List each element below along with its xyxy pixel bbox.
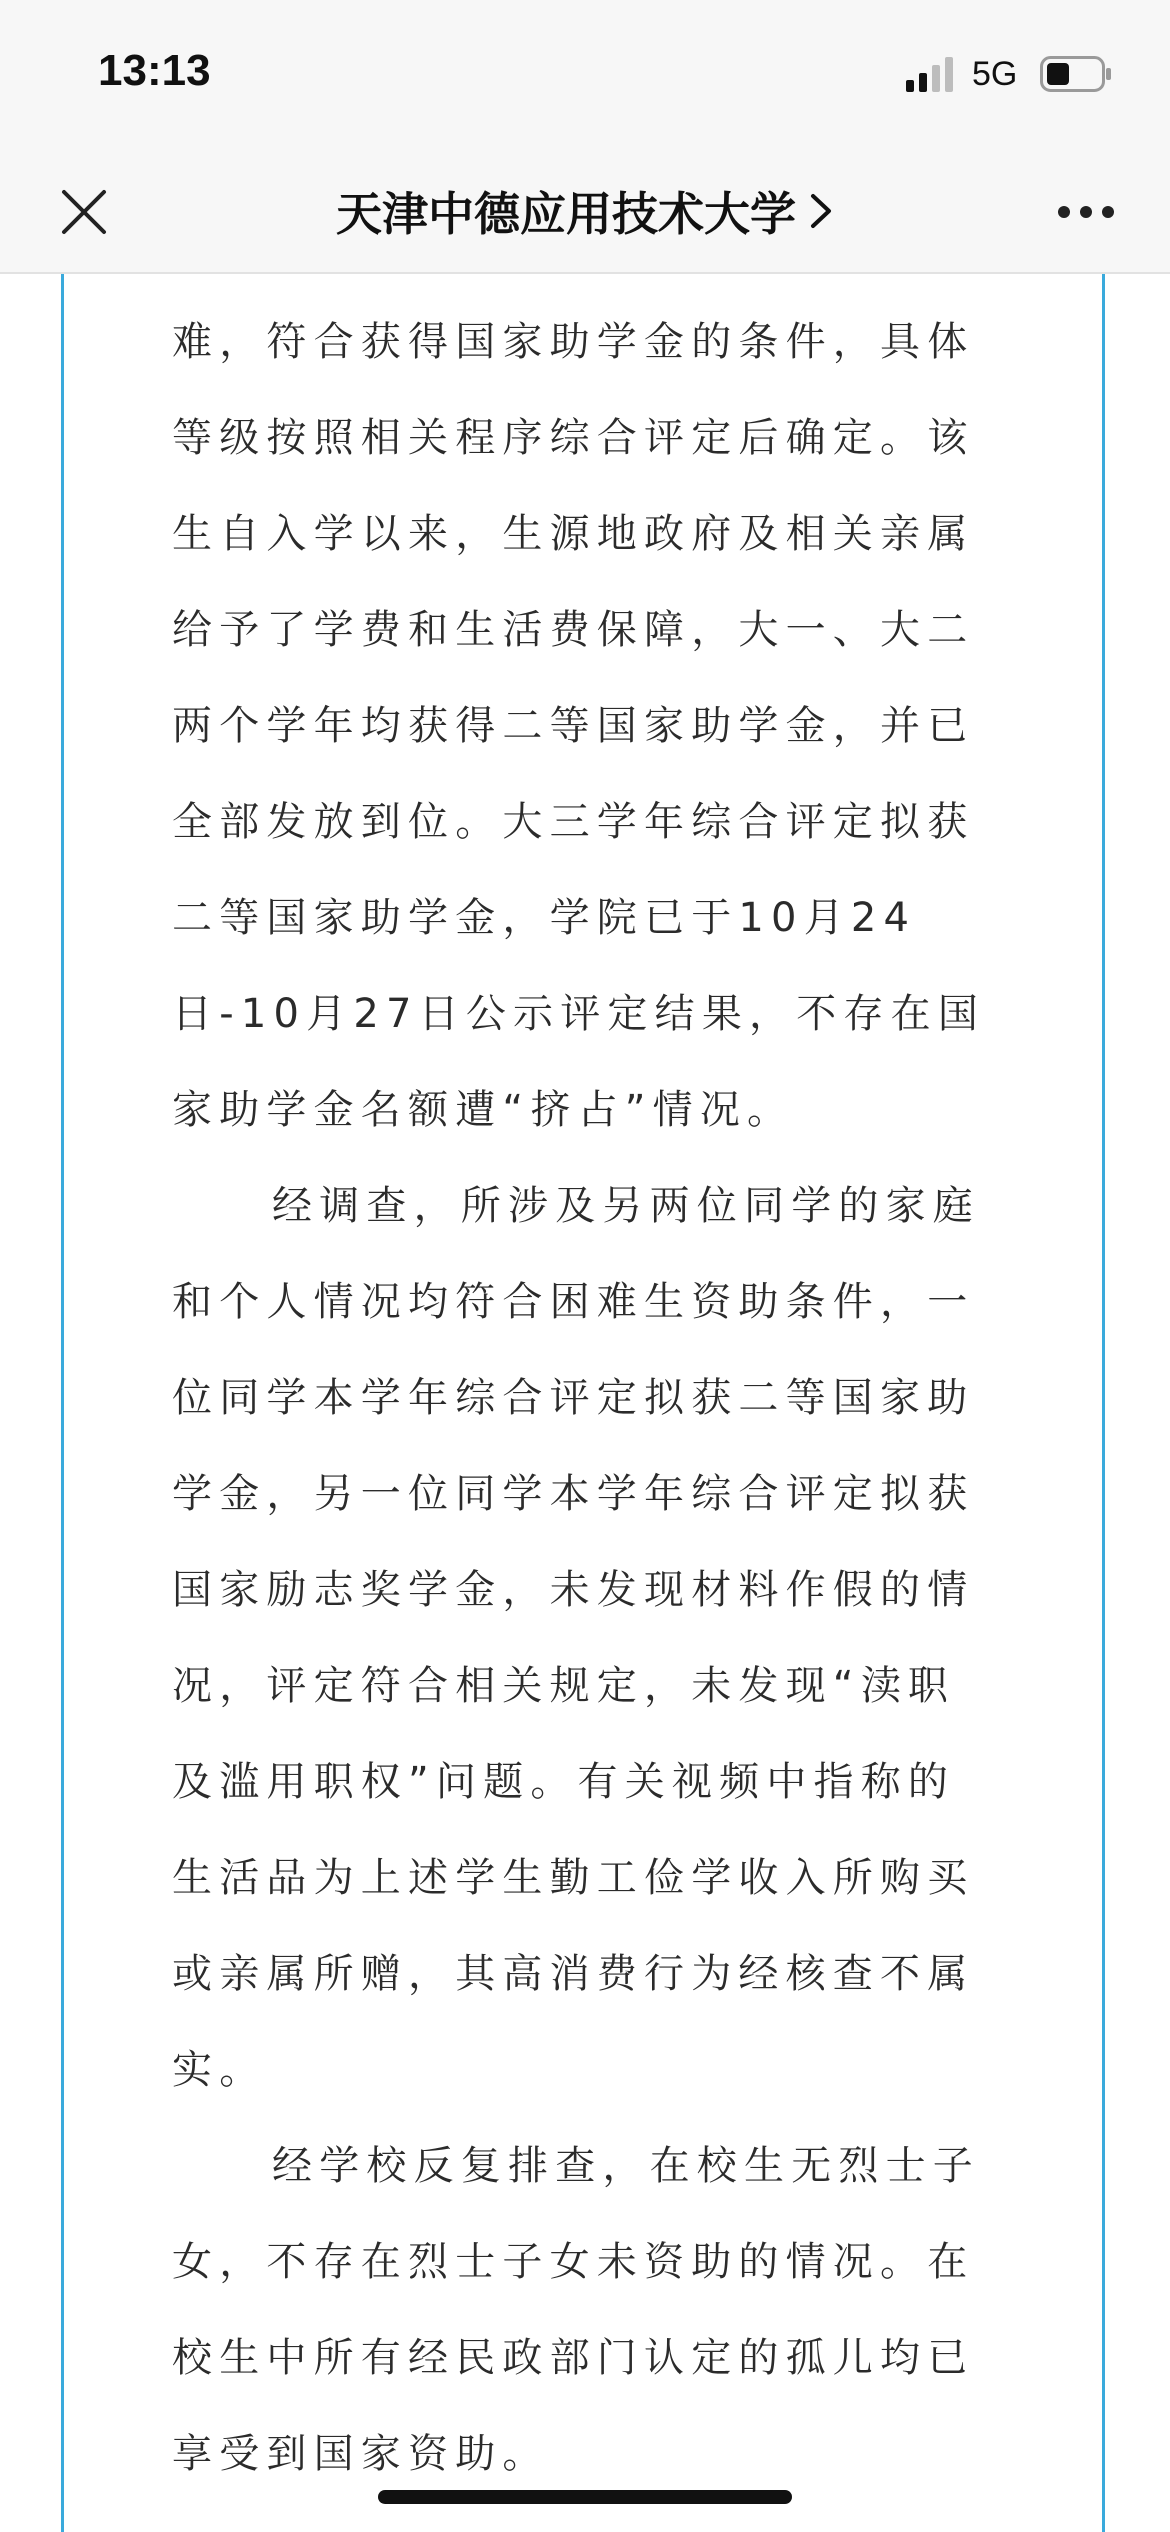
article-paragraph: 经调查，所涉及另两位同学的家庭和个人情况均符合困难生资助条件，一位同学本学年综合评定拟获二等国家助学金，另一位同学本学年综合评定拟获国家励志奖学金，未发现材料作假的情况，评定符合相关规定，未发现“渎职及滥用职权”问题。有关视频中指称的生活品为上述学生勤工俭学收入所购买或亲属所赠，其高消费行为经核查不属实。 [172,1183,980,2093]
close-icon [60,188,108,236]
article-body [172,274,998,2502]
article-paragraph: 难，符合获得国家助学金的条件，具体等级按照相关程序综合评定后确定。该生自入学以来，生源地政府及相关亲属给予了学费和生活费保障，大一、大二两个学年均获得二等国家助学金，并已全部发放到位。大三学年综合评定拟获二等国家助学金，学院已于10月24日-10月27日公示评定结果，不存在国家助学金名额遭“挤占”情况。 [172,319,986,1133]
home-indicator[interactable] [378,2490,792,2504]
nav-bar [0,150,1170,274]
article-content[interactable] [0,274,1170,2532]
more-icon [1056,204,1116,220]
close-button[interactable] [48,176,120,248]
nav-title-link[interactable] [200,178,970,244]
status-bar [0,0,1170,150]
page-title: 天津中德应用技术大学 [336,187,796,241]
status-time: 13:13 [98,46,211,95]
chevron-right-icon [808,191,834,231]
signal-icon [904,56,956,92]
network-label: 5G [972,55,1018,93]
more-button[interactable] [1046,176,1126,248]
battery-icon [1040,56,1112,92]
article-paragraph: 经学校反复排查，在校生无烈士子女，不存在烈士子女未资助的情况。在校生中所有经民政部门认定的孤儿均已享受到国家资助。 [172,2143,980,2477]
